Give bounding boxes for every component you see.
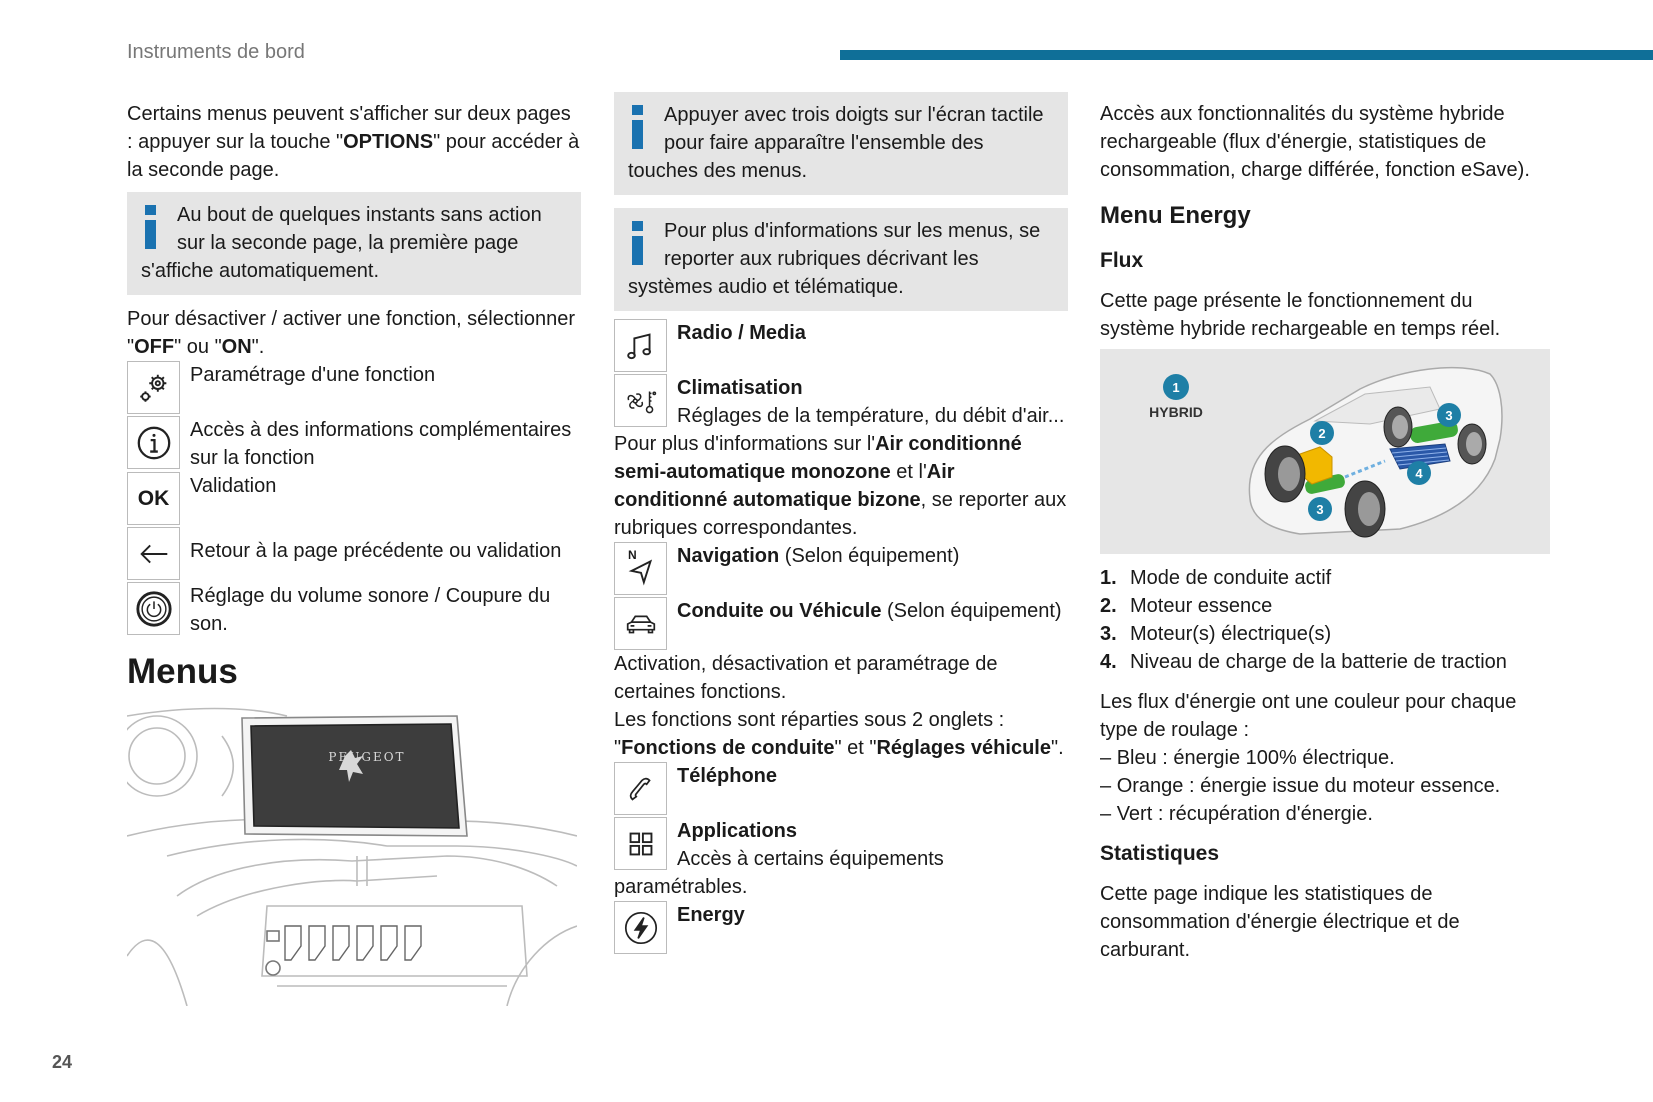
callout-3-rear: 3 [1445, 408, 1453, 423]
vehicle-tabs-paragraph: Les fonctions sont réparties sous 2 onglets : "Fonctions de conduite" et "Réglages véhicule". [614, 709, 1064, 759]
info-note-icon [628, 221, 650, 267]
menu-row-radio [614, 319, 1068, 374]
menu-row-navigation: N Navigation (Selon équipement) [614, 542, 1068, 597]
hybrid-flow-illustration [1100, 349, 1550, 554]
icon-row-info: Accès à des informations complémentaires sur la fonction [127, 416, 581, 472]
list-item: 1. Mode de conduite actif [1100, 567, 1332, 589]
icon-row-back: Retour à la page précédente ou validation [127, 527, 581, 582]
screen-brand-label: PEUGEOT [328, 750, 406, 764]
page-number: 24 [52, 1052, 73, 1072]
back-arrow-icon [127, 527, 180, 580]
flux-legend [1100, 564, 1550, 676]
column-left [127, 100, 581, 1006]
info-note-audio: Pour plus d'informations sur les menus, se reporter aux rubriques décrivant les systèmes audio et télématique. [614, 208, 1068, 311]
radio-media-title: Radio / Media [677, 322, 806, 344]
list-item: – Bleu : énergie 100% électrique. [1100, 744, 1550, 772]
colors-intro: Les flux d'énergie ont une couleur pour chaque type de roulage : [1100, 691, 1517, 741]
music-note-icon [614, 319, 667, 372]
menus-heading: Menus [127, 652, 238, 691]
list-item: 4. Niveau de charge de la batterie de traction [1100, 651, 1507, 673]
icon-row-settings: Paramétrage d'une fonction [127, 361, 581, 416]
icon-row-ok: OK Validation [127, 472, 581, 527]
color-list [1100, 744, 1550, 828]
vehicle-functions-paragraph: Activation, désactivation et paramétrage de certaines fonctions. [614, 653, 998, 703]
callout-3-front: 3 [1316, 502, 1324, 517]
apps-grid-icon [614, 817, 667, 870]
energy-title: Energy [677, 904, 745, 926]
options-paragraph: Certains menus peuvent s'afficher sur deux pages : appuyer sur la touche "OPTIONS" pour accéder à la seconde page. [127, 103, 580, 181]
navigation-title: Navigation [677, 545, 780, 567]
callout-2: 2 [1318, 426, 1326, 441]
info-note-icon [628, 105, 650, 151]
phone-icon [614, 762, 667, 815]
toggle-paragraph: Pour désactiver / activer une fonction, sélectionner "OFF" ou "ON". [127, 308, 576, 358]
callout-4: 4 [1415, 466, 1423, 481]
column-right [1100, 100, 1550, 964]
menu-row-telephone [614, 762, 1068, 817]
list-item: – Vert : récupération d'énergie. [1100, 800, 1550, 828]
menu-row-vehicle: Conduite ou Véhicule (Selon équipement) [614, 597, 1068, 625]
statistiques-description: Cette page indique les statistiques de consommation d'énergie électrique et de carburant. [1100, 883, 1460, 961]
icon-row-power: Réglage du volume sonore / Coupure du son. [127, 582, 581, 638]
settings-icon [127, 361, 180, 414]
climatisation-more-paragraph: Pour plus d'informations sur l'Air conditionné semi-automatique monozone et l'Air conditionné automatique bizone, se reporter aux rubriques correspondantes. [614, 433, 1067, 539]
vehicle-title: Conduite ou Véhicule [677, 600, 882, 622]
info-note-icon [141, 205, 163, 251]
column-middle [614, 92, 1068, 956]
hybrid-label: HYBRID [1149, 404, 1203, 420]
car-icon [614, 597, 667, 650]
flux-description: Cette page présente le fonctionnement du système hybride rechargeable en temps réel. [1100, 290, 1501, 340]
info-note: Au bout de quelques instants sans action sur la seconde page, la première page s'affiche automatiquement. [127, 192, 581, 295]
list-item: 2. Moteur essence [1100, 595, 1273, 617]
statistiques-heading: Statistiques [1100, 842, 1220, 865]
applications-title: Applications [677, 820, 798, 842]
info-note-three-fingers: Appuyer avec trois doigts sur l'écran tactile pour faire apparaître l'ensemble des touches des menus. [614, 92, 1068, 195]
list-item: – Orange : énergie issue du moteur essence. [1100, 772, 1550, 800]
menu-energy-heading: Menu Energy [1100, 202, 1251, 229]
info-icon [127, 416, 180, 469]
fan-thermometer-icon [614, 374, 667, 427]
menu-row-applications: Applications Accès à certains équipements paramétrables. [614, 817, 1068, 901]
callout-1: 1 [1172, 380, 1180, 395]
menu-row-energy [614, 901, 1068, 956]
energy-bolt-icon [614, 901, 667, 954]
climatisation-title: Climatisation [677, 377, 803, 399]
flux-heading: Flux [1100, 249, 1144, 272]
navigation-icon [614, 542, 667, 595]
menu-row-climatisation: Climatisation Réglages de la température, du débit d'air... [614, 374, 1068, 430]
section-title: Instruments de bord [127, 41, 305, 63]
telephone-title: Téléphone [677, 765, 778, 787]
energy-intro: Accès aux fonctionnalités du système hybride rechargeable (flux d'énergie, statistiques de consommation, charge différée, fonction eSave). [1100, 103, 1530, 181]
navigation-icon-letter: N [628, 548, 637, 562]
header-accent-bar [840, 50, 1653, 60]
power-icon [127, 582, 180, 635]
list-item: 3. Moteur(s) électrique(s) [1100, 623, 1332, 645]
ok-icon: OK [127, 472, 180, 525]
